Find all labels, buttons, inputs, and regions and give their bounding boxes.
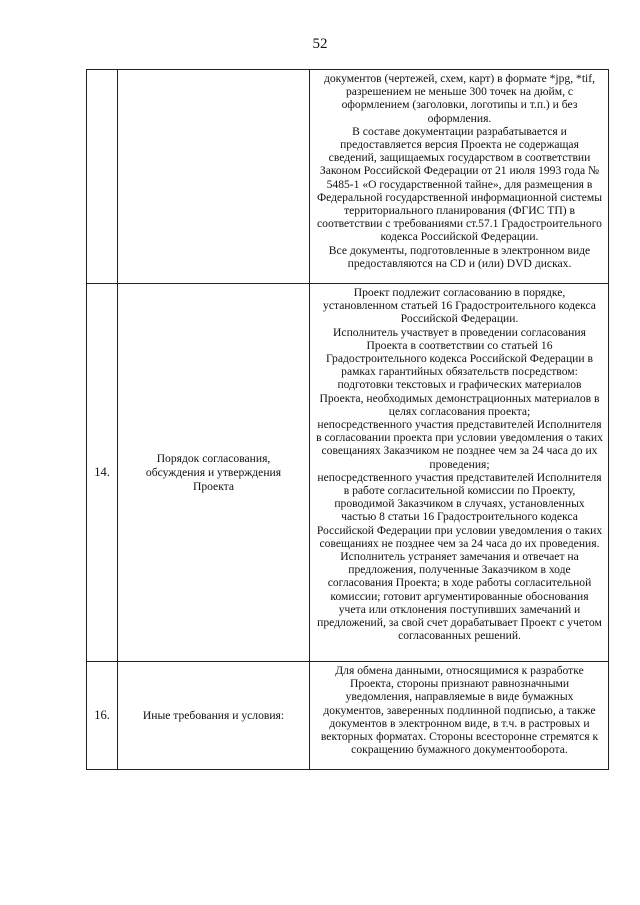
paragraph: Все документы, подготовленные в электронном виде предоставляются на CD и (или) DVD дисках. — [328, 243, 591, 270]
row-number — [87, 70, 118, 284]
paragraph: Исполнитель устраняет замечания и отвечает на предложения, полученные Заказчиком в ходе согласования Проекта; в ходе работы согласительной комиссии; готовит аргументированные обоснования учета или отклонения поступивших замечаний и предложений, за свой счет дорабатывает Проект с учетом согласованных решений. — [317, 550, 602, 643]
table-row — [87, 70, 609, 284]
paragraph: непосредственного участия представителей Исполнителя в работе согласительной комиссии по Проекту, проводимой Заказчиком в случаях, установленных частью 8 статьи 16 Градостроительного кодекса Российской Федерации при условии уведомления о таких совещаниях не позднее чем за 24 часа до их проведения. — [316, 470, 603, 550]
paragraph: Проект подлежит согласованию в порядке, установленном статьей 16 Градостроительного кодекса Российской Федерации. — [323, 286, 596, 326]
row-content — [310, 70, 609, 284]
row-number: 16. — [87, 662, 118, 770]
row-number: 14. — [87, 284, 118, 662]
paragraph: Исполнитель участвует в проведении согласования Проекта в соответствии со статьей 16 Градостроительного кодекса Российской Федерации в рамках гарантийных обязательств посредством: — [326, 325, 593, 379]
paragraph: непосредственного участия представителей Исполнителя в согласовании проекта при условии уведомления о таких совещаниях Заказчиком не позднее чем за 24 часа до их проведения; — [316, 418, 603, 471]
row-content — [310, 662, 609, 770]
paragraph: подготовки текстовых и графических материалов Проекта, необходимых демонстрационных материалов в целях согласования проекта; — [319, 378, 600, 418]
paragraph: документов (чертежей, схем, карт) в формате *jpg, *tif, разрешением не меньше 300 точек на дюйм, с оформлением (заголовки, логотипы и т.п.) и без оформления. — [323, 72, 596, 125]
row-name: Иные требования и условия: — [118, 662, 310, 770]
row-content — [310, 284, 609, 662]
row-name — [118, 70, 310, 284]
page-number: 52 — [312, 36, 328, 52]
paragraph: Для обмена данными, относящимися к разработке Проекта, стороны признают равнозначными уведомления, направляемые в виде бумажных документов, заверенных подлинной подписью, а также документов в электронном виде, в т.ч. в растровых и векторных форматах. Стороны всесторонне стремятся к сокращению бумажного документооборота. — [320, 664, 599, 757]
table-row — [87, 284, 609, 662]
paragraph: В составе документации разрабатывается и предоставляется версия Проекта не содержащая сведений, защищаемых государством в соответствии Законом Российской Федерации от 21 июля 1993 года № 5485-1 «О государственной тайне», для размещения в Федеральной государственной информационной системы территориального планирования (ФГИС ТП) в соответствии с требованиями ст.57.1 Градостроительного кодекса Российской Федерации. — [316, 124, 603, 244]
table-row — [87, 662, 609, 770]
row-name: Порядок согласования, обсуждения и утверждения Проекта — [118, 284, 310, 662]
requirements-table — [86, 69, 609, 770]
